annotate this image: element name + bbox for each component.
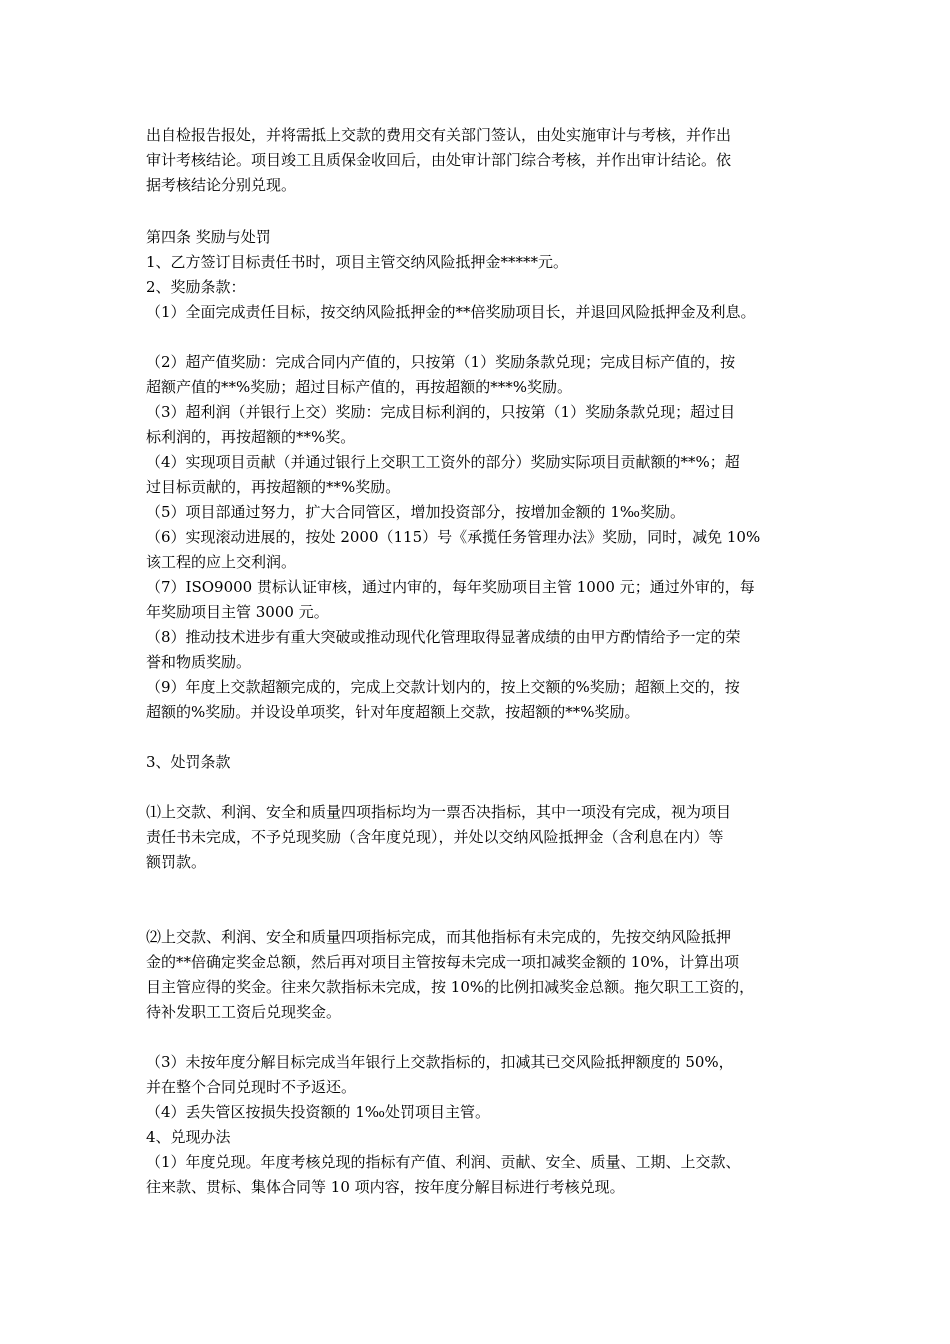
text-line: 誉和物质奖励。 — [146, 653, 252, 671]
subsection-heading: 3、处罚条款 — [146, 753, 231, 771]
text-line: （7）ISO9000 贯标认证审核，通过内审的，每年奖励项目主管 1000 元；通过外审的，每 — [146, 578, 755, 596]
text-line: 据考核结论分别兑现。 — [146, 176, 297, 194]
text-line: （1）年度兑现。年度考核兑现的指标有产值、利润、贡献、安全、质量、工期、上交款、 — [146, 1153, 741, 1171]
text-line: 过目标贡献的，再按超额的**%奖励。 — [146, 478, 401, 496]
text-line: 标利润的，再按超额的**%奖。 — [146, 428, 356, 446]
text-line: （6）实现滚动进展的，按处 2000（115）号《承揽任务管理办法》奖励，同时，减免 10% — [146, 528, 761, 546]
text-line: 并在整个合同兑现时不予返还。 — [146, 1078, 357, 1096]
text-line: 待补发职工工资后兑现奖金。 — [146, 1003, 342, 1021]
subsection-heading: 2、奖励条款： — [146, 278, 246, 296]
text-line: （9）年度上交款超额完成的，完成上交款计划内的，按上交额的%奖励；超额上交的，按 — [146, 678, 740, 696]
text-line: 出自检报告报处，并将需抵上交款的费用交有关部门签认，由处实施审计与考核，并作出 — [146, 126, 732, 144]
text-line: ⑵上交款、利润、安全和质量四项指标完成，而其他指标有未完成的，先按交纳风险抵押 — [146, 928, 732, 946]
text-line: 超额产值的**%奖励；超过目标产值的，再按超额的***%奖励。 — [146, 378, 573, 396]
text-line: （2）超产值奖励：完成合同内产值的，只按第（1）奖励条款兑现；完成目标产值的，按 — [146, 353, 736, 371]
text-line: 1、乙方签订目标责任书时，项目主管交纳风险抵押金*****元。 — [146, 253, 569, 271]
subsection-heading: 4、兑现办法 — [146, 1128, 231, 1146]
text-line: （4）丢失管区按损失投资额的 1‰处罚项目主管。 — [146, 1103, 490, 1121]
text-line: （1）全面完成责任目标，按交纳风险抵押金的**倍奖励项目长，并退回风险抵押金及利息。 — [146, 303, 756, 321]
text-line: 金的**倍确定奖金总额，然后再对项目主管按每未完成一项扣减奖金额的 10%，计算出项 — [146, 953, 740, 971]
text-line: 年奖励项目主管 3000 元。 — [146, 603, 329, 621]
text-line: （3）未按年度分解目标完成当年银行上交款指标的，扣减其已交风险抵押额度的 50%， — [146, 1053, 734, 1071]
text-line: （5）项目部通过努力，扩大合同管区，增加投资部分，按增加金额的 1‰奖励。 — [146, 503, 685, 521]
text-line: 往来款、贯标、集体合同等 10 项内容，按年度分解目标进行考核兑现。 — [146, 1178, 625, 1196]
text-line: 审计考核结论。项目竣工且质保金收回后，由处审计部门综合考核，并作出审计结论。依 — [146, 151, 732, 169]
text-line: （4）实现项目贡献（并通过银行上交职工工资外的部分）奖励实际项目贡献额的**%；超 — [146, 453, 740, 471]
text-line: 目主管应得的奖金。往来欠款指标未完成，按 10%的比例扣减奖金总额。拖欠职工工资的， — [146, 978, 755, 996]
text-line: 超额的%奖励。并设设单项奖，针对年度超额上交款，按超额的**%奖励。 — [146, 703, 640, 721]
text-line: 该工程的应上交利润。 — [146, 553, 297, 571]
text-line: （3）超利润（并银行上交）奖励：完成目标利润的，只按第（1）奖励条款兑现；超过目 — [146, 403, 736, 421]
text-line: 额罚款。 — [146, 853, 207, 871]
text-line: （8）推动技术进步有重大突破或推动现代化管理取得显著成绩的由甲方酌情给予一定的荣 — [146, 628, 741, 646]
text-line: ⑴上交款、利润、安全和质量四项指标均为一票否决指标，其中一项没有完成，视为项目 — [146, 803, 732, 821]
text-line: 责任书未完成，不予兑现奖励（含年度兑现），并处以交纳风险抵押金（含利息在内）等 — [146, 828, 724, 846]
section-heading: 第四条 奖励与处罚 — [146, 228, 271, 246]
